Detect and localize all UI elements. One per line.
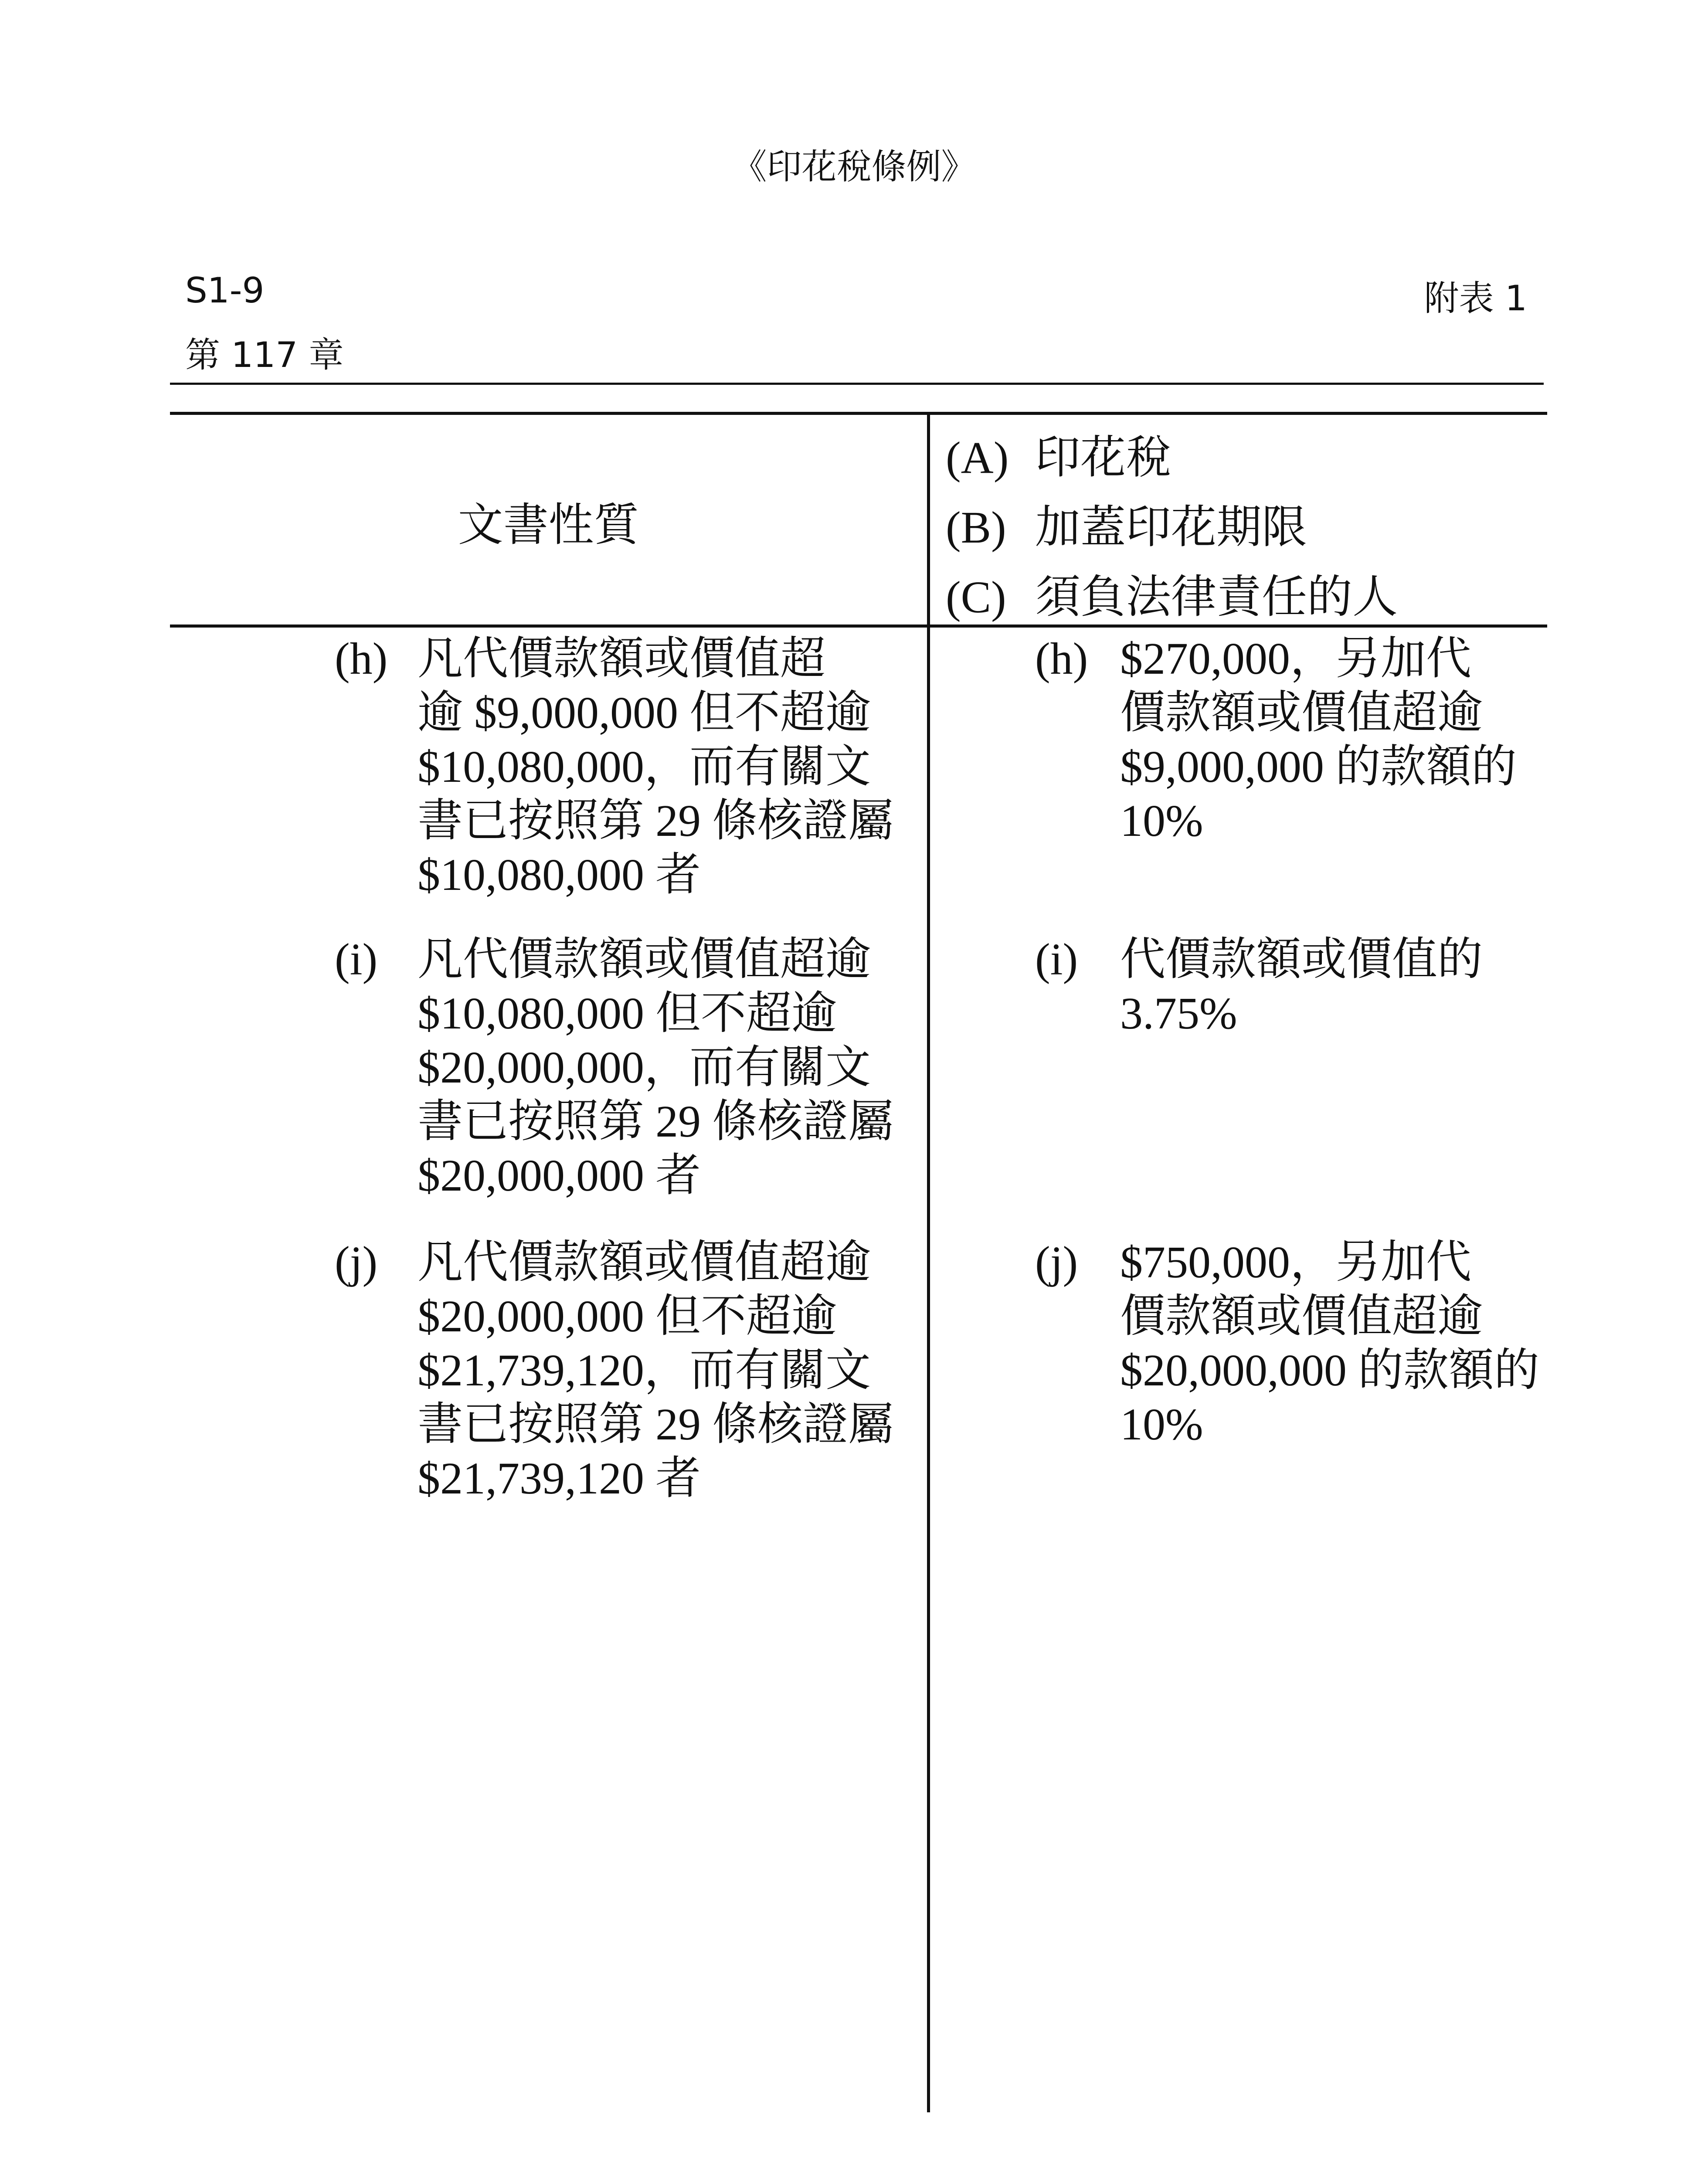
row-mark: (h) [1035, 634, 1088, 684]
row-text [1120, 632, 1517, 848]
schedule-label: 附表 1 [1424, 278, 1527, 319]
text-line: 10% [1120, 1399, 1203, 1449]
text-line: $10,080,000 但不超逾 [418, 988, 837, 1039]
row-text [418, 1235, 893, 1506]
chapter-label: 第 117 章 [185, 335, 344, 375]
row-mark: (h) [335, 634, 388, 684]
text-line: 代價款額或價值的 [1120, 934, 1483, 984]
text-line: 價款額或價值超逾 [1120, 688, 1483, 738]
row-text [1120, 933, 1483, 1041]
header-mark: (B) [946, 502, 1006, 553]
column-header-c [946, 560, 1538, 625]
column-header-nature: 文書性質 [458, 498, 639, 551]
text-line: $20,000,000，而有關文 [418, 1042, 871, 1093]
column-header-a [946, 421, 1538, 486]
text-line: $10,080,000 者 [418, 850, 701, 900]
row-text [1120, 1235, 1539, 1452]
row-mark: (i) [1035, 934, 1078, 984]
text-line: 凡代價款額或價值超 [418, 634, 826, 684]
header-mark: (C) [946, 572, 1006, 622]
table-column-divider [927, 412, 930, 2112]
text-line: $21,739,120，而有關文 [418, 1345, 871, 1395]
text-line: 逾 $9,000,000 但不超逾 [418, 688, 871, 738]
text-line: $20,000,000 的款額的 [1120, 1345, 1540, 1395]
text-line: 10% [1120, 796, 1203, 846]
row-mark: (i) [335, 934, 378, 984]
text-line: $21,739,120 者 [418, 1453, 701, 1504]
column-header-b [946, 490, 1538, 556]
text-line: $9,000,000 的款額的 [1120, 742, 1517, 792]
text-line: 凡代價款額或價值超逾 [418, 934, 871, 984]
text-line: 價款額或價值超逾 [1120, 1291, 1483, 1341]
row-mark: (j) [335, 1237, 378, 1287]
text-line: $20,000,000 者 [418, 1151, 701, 1201]
row-text [418, 933, 893, 1203]
text-line: $10,080,000，而有關文 [418, 742, 871, 792]
text-line: 書已按照第 29 條核證屬 [418, 1096, 894, 1147]
text-line: $270,000，另加代 [1120, 634, 1472, 684]
header-text: 加蓋印花期限 [1035, 500, 1307, 553]
table-top-rule [170, 412, 1547, 415]
text-line: 凡代價款額或價值超逾 [418, 1237, 871, 1287]
text-line: $750,000，另加代 [1120, 1237, 1472, 1287]
header-rule [170, 383, 1544, 385]
text-line: 書已按照第 29 條核證屬 [418, 796, 894, 846]
text-line: $20,000,000 但不超逾 [418, 1291, 837, 1341]
text-line: 3.75% [1120, 988, 1237, 1039]
document-title: 《印花稅條例》 [732, 146, 976, 187]
row-mark: (j) [1035, 1237, 1078, 1287]
text-line: 書已按照第 29 條核證屬 [418, 1399, 894, 1449]
header-text: 須負法律責任的人 [1035, 570, 1398, 623]
row-text [418, 632, 893, 902]
section-code: S1-9 [185, 270, 265, 311]
header-text: 印花稅 [1035, 431, 1171, 484]
header-mark: (A) [946, 433, 1009, 483]
